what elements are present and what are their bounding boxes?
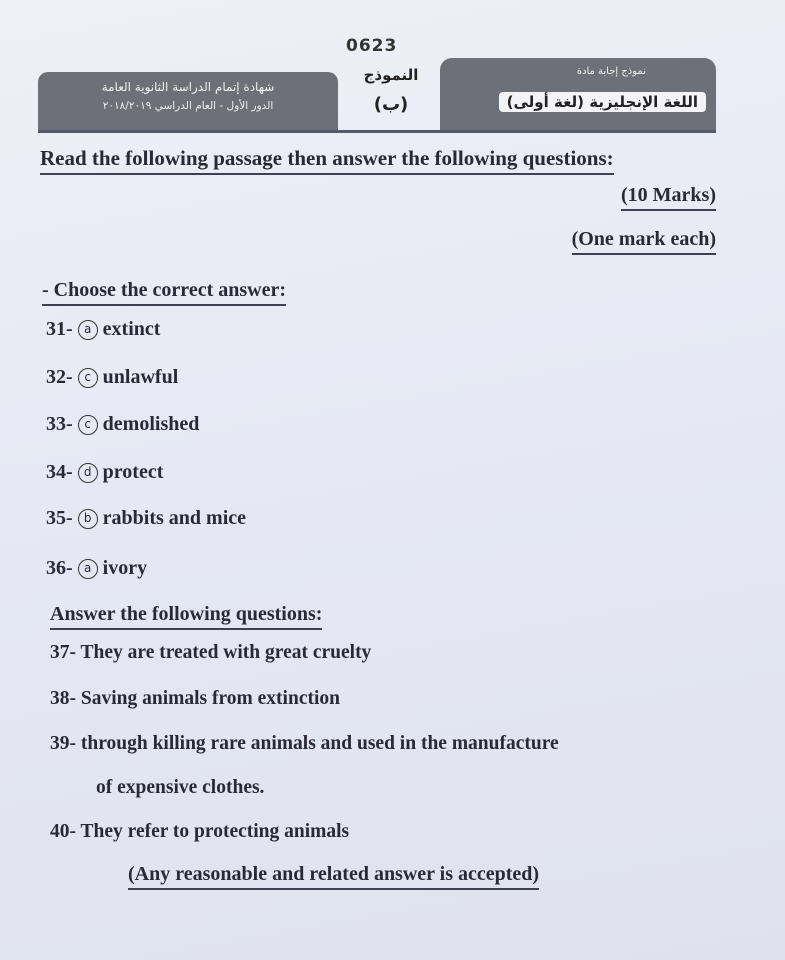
circled-letter-icon: a	[78, 559, 98, 579]
grading-note: (Any reasonable and related answer is accepted)	[128, 863, 539, 890]
total-marks: (10 Marks)	[621, 184, 716, 211]
document-code: 0623	[346, 36, 398, 56]
circled-letter-icon: c	[78, 415, 98, 435]
model-letter: (ب)	[373, 94, 409, 115]
answer-model-label: نموذج إجابة مادة	[576, 66, 646, 77]
question-number: 33-	[46, 413, 73, 435]
question-number: 36-	[46, 557, 73, 579]
instructions: Read the following passage then answer the following questions:	[40, 146, 614, 175]
answer-40: 40- They refer to protecting animals	[50, 821, 350, 842]
question-number: 34-	[46, 461, 73, 483]
circled-letter-icon: c	[78, 368, 98, 388]
circled-letter-icon: d	[78, 463, 98, 483]
answer-37: 37- They are treated with great cruelty	[50, 642, 372, 663]
header-divider	[38, 130, 716, 133]
choice-item-33	[46, 413, 199, 436]
mark-per-question: (One mark each)	[572, 228, 716, 255]
answer-39-line2: of expensive clothes.	[96, 777, 265, 798]
choice-answer: unlawful	[102, 366, 179, 388]
choice-item-32	[46, 366, 178, 389]
model-label: النموذج	[363, 66, 419, 84]
certificate-box	[38, 72, 338, 130]
subject-title: اللغة الإنجليزية (لغة أولى)	[499, 92, 706, 112]
choice-answer: rabbits and mice	[102, 507, 247, 529]
question-number: 31-	[46, 318, 73, 340]
choose-heading: - Choose the correct answer:	[42, 279, 286, 306]
subject-box	[440, 58, 716, 130]
question-number: 35-	[46, 507, 73, 529]
question-number: 32-	[46, 366, 73, 388]
circled-letter-icon: a	[78, 320, 98, 340]
choice-item-31	[46, 318, 160, 341]
exam-session: الدور الأول - العام الدراسي ٢٠١٨/٢٠١٩	[102, 100, 274, 112]
answer-39-line1: 39- through killing rare animals and used in the manufacture	[50, 733, 559, 754]
exam-header	[38, 58, 716, 136]
choice-answer: protect	[102, 461, 164, 483]
answer-heading: Answer the following questions:	[50, 603, 322, 630]
circled-letter-icon: b	[78, 509, 98, 529]
certificate-title: شهادة إتمام الدراسة الثانوية العامة	[101, 80, 275, 94]
choice-answer: demolished	[102, 413, 200, 435]
choice-answer: extinct	[102, 318, 161, 340]
choice-item-36	[46, 557, 147, 580]
model-label-block	[356, 66, 426, 115]
answer-38: 38- Saving animals from extinction	[50, 688, 340, 709]
choice-item-34	[46, 461, 163, 484]
choice-item-35	[46, 507, 246, 530]
choice-answer: ivory	[102, 557, 148, 579]
